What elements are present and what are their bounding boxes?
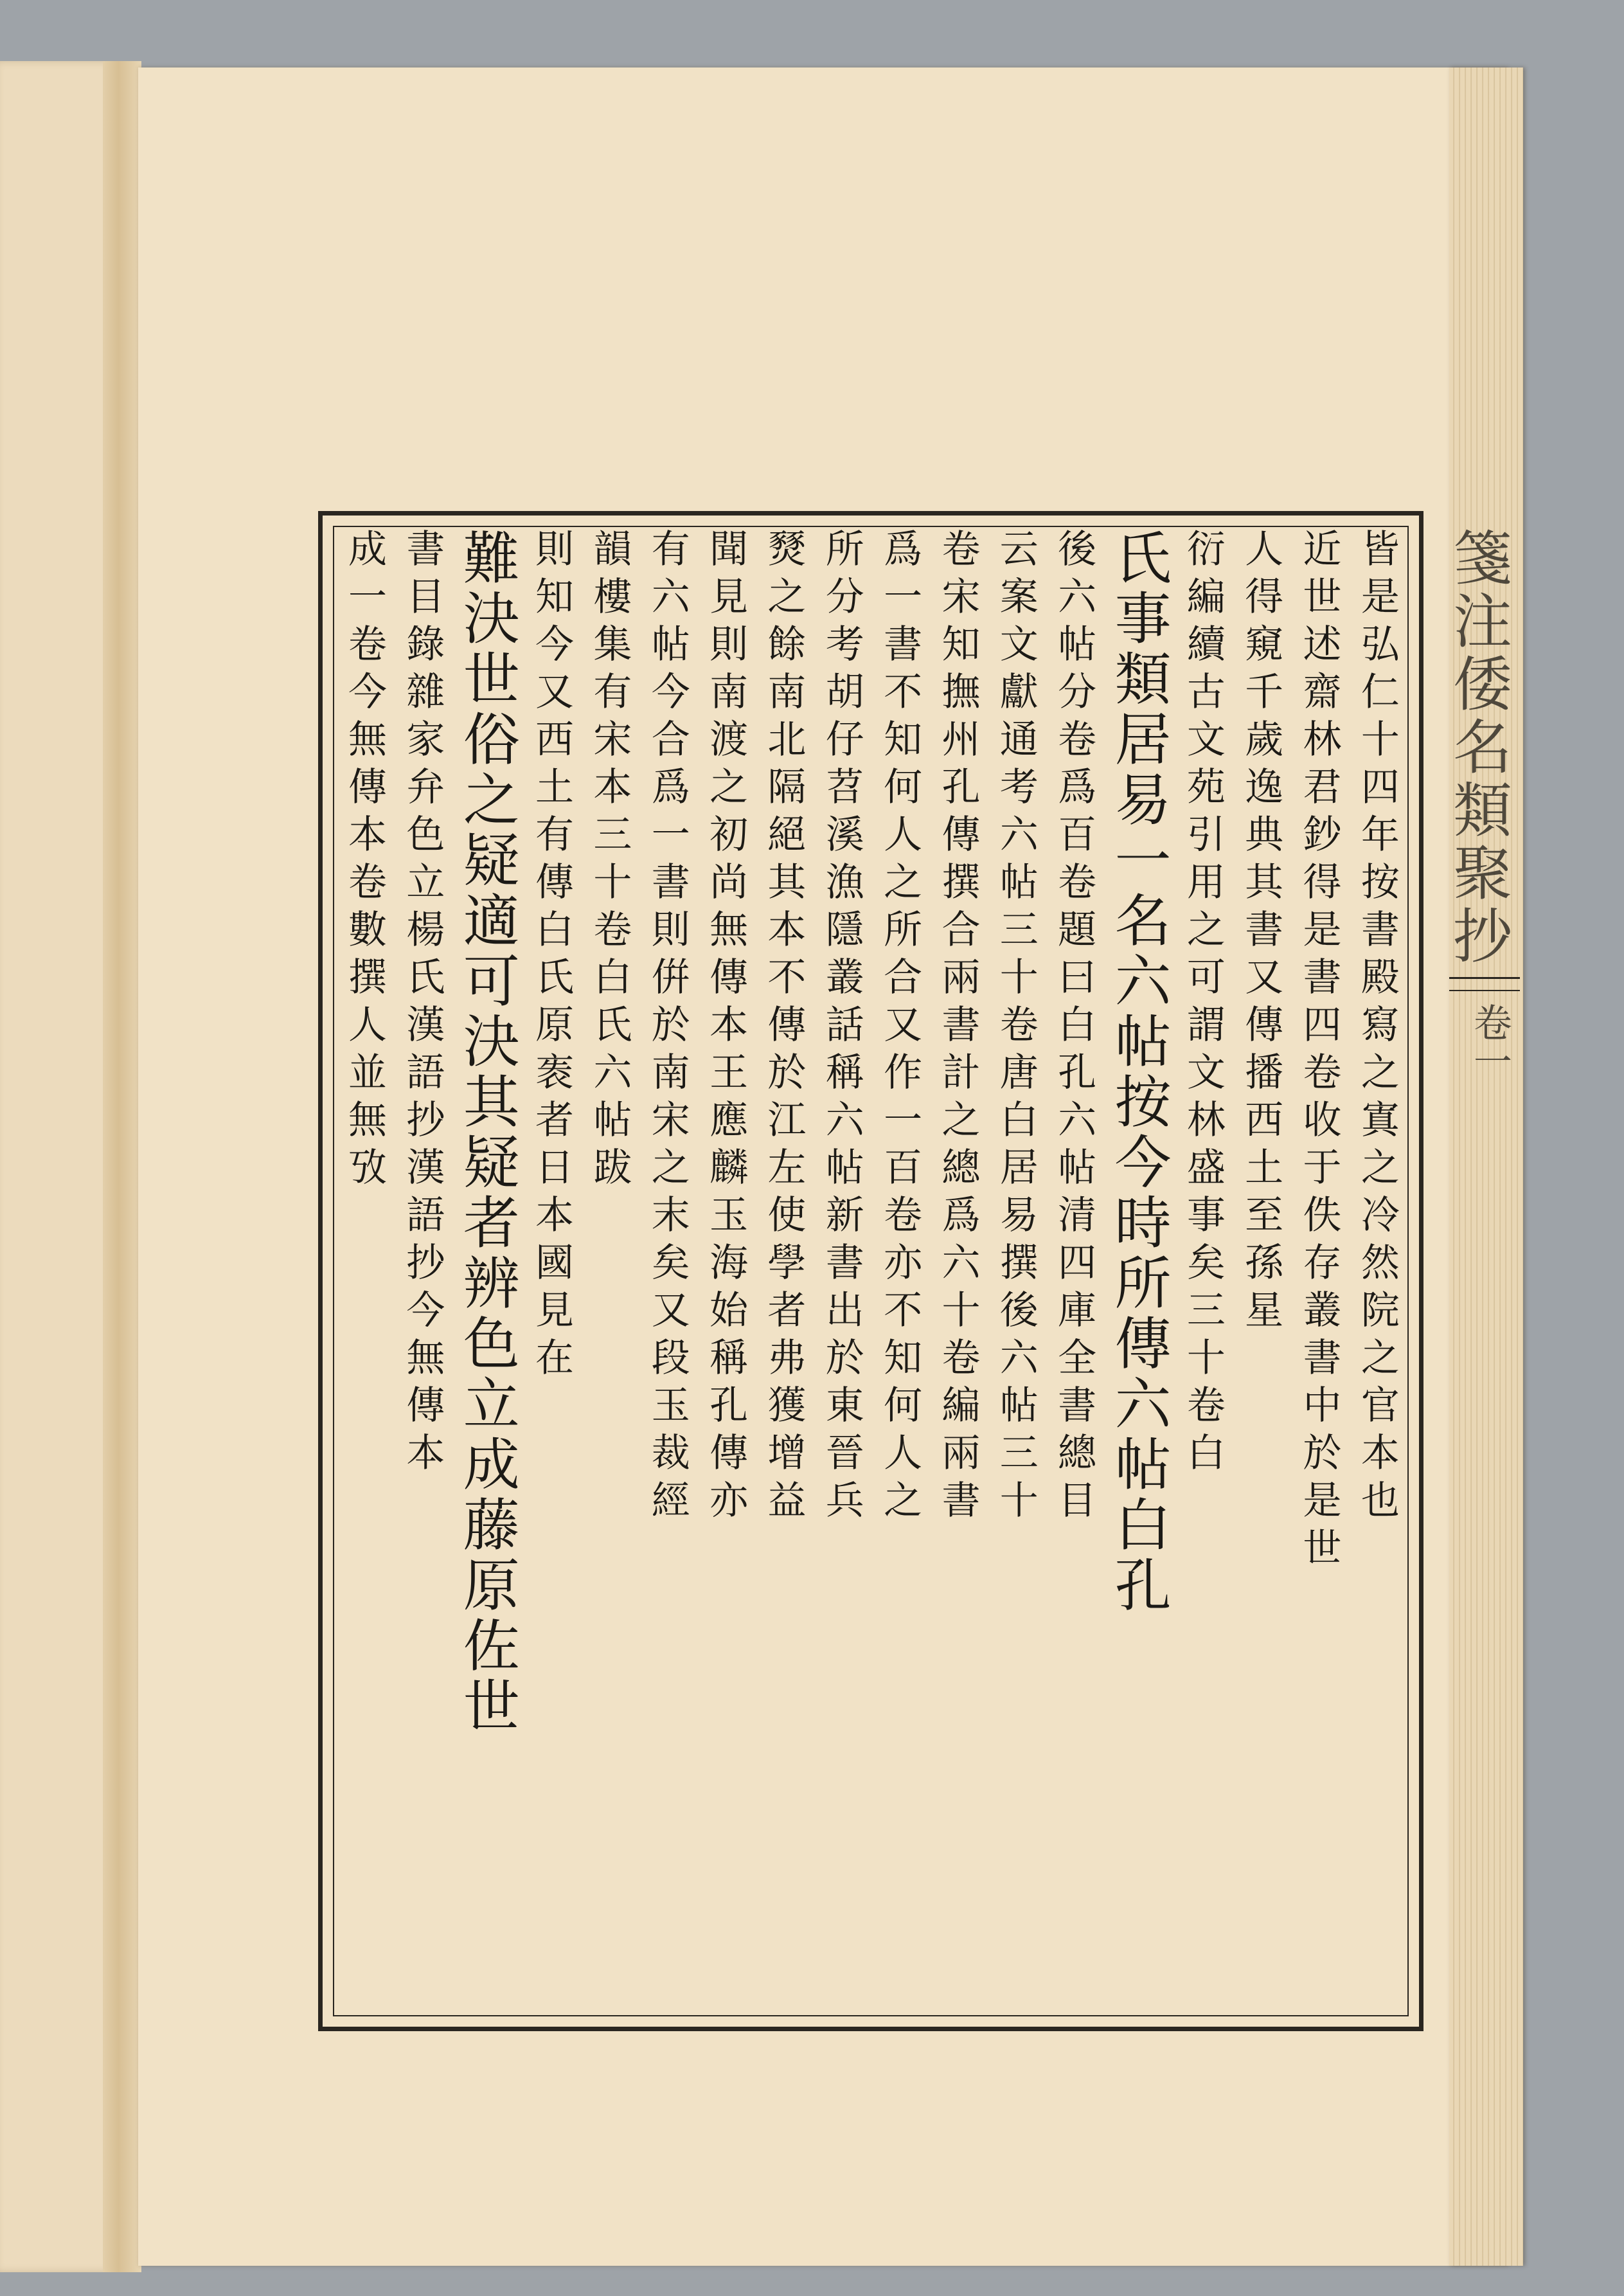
text-column: 人得窺千歲逸典其書又傳播西土至孫星 [1238,528,1284,1337]
text-column: 云案文獻通考六帖三十卷唐白居易撰後六帖三十 [993,528,1039,1527]
text-column: 爲一書不知何人之所合又作一百卷亦不知何人之 [877,528,923,1527]
text-column: 燹之餘南北隔絕其本不傳於江左使學者弗獲增益 [761,528,807,1527]
text-column: 韻樓集有宋本三十卷白氏六帖跋 [587,528,632,1194]
spine-volume: 卷一 [1467,1003,1512,1080]
text-frame [318,511,1423,2031]
spine-title: 箋注倭名類聚抄 [1443,527,1512,968]
spine-label [1430,501,1526,2044]
text-column: 氏事類居易一名六帖按今時所傳六帖白孔 [1105,528,1172,1616]
text-column: 衍編續古文苑引用之可謂文林盛事矣三十卷白 [1180,528,1226,1480]
text-column: 書目錄雜家弁色立楊氏漢語抄漢語抄今無傳本 [400,528,445,1480]
text-column: 後六帖分卷爲百卷題曰白孔六帖清四庫全書總目 [1051,528,1097,1527]
text-column: 難決世俗之疑適可決其疑者辨色立成藤原佐世 [454,528,521,1737]
text-column: 卷宋知撫州孔傳撰合兩書計之總爲六十卷編兩書 [935,528,981,1527]
text-column: 皆是弘仁十四年按書殿寫之寘之冷然院之官本也 [1354,528,1400,1527]
book-gutter [103,61,141,2272]
text-column: 成一卷今無傳本卷數撰人並無攷 [342,528,387,1194]
text-columns [335,528,1406,2014]
spine-rule [1449,990,1520,991]
text-column: 所分考胡仔苕溪漁隱叢話稱六帖新書出於東晉兵 [819,528,864,1527]
text-column: 則知今又西土有傳白氏原袠者日本國見在 [529,528,575,1385]
text-column: 聞見則南渡之初尚無傳本王應麟玉海始稱孔傳亦 [703,528,749,1527]
text-column: 有六帖今合爲一書則倂於南宋之末矣又段玉裁經 [645,528,690,1527]
spine-rule [1449,977,1520,979]
text-column: 近世述齋林君鈔得是書四卷收于佚存叢書中於是世 [1296,528,1342,1575]
